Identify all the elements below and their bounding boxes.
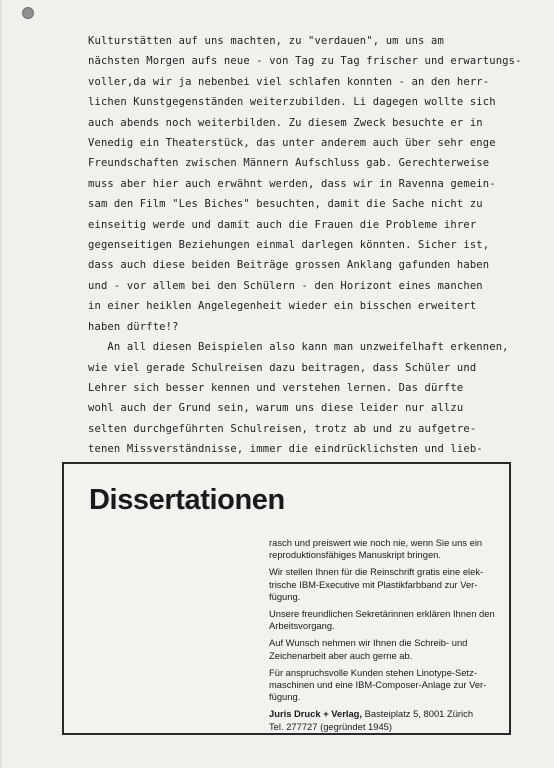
ad-line: Arbeitsvorgang. (269, 620, 335, 632)
text-line: Kulturstätten auf uns machten, zu "verdauen", um uns am (88, 35, 444, 47)
advertisement-box (62, 462, 511, 735)
text-line: voller,da wir ja nebenbei viel schlafen konnten - an den herr- (88, 75, 490, 88)
ad-line: Zeichenarbeit aber auch gerne ab. (269, 649, 413, 661)
ad-paragraph (269, 667, 509, 704)
text-line: gegenseitigen Beziehungen einmal darlegen könnten. Sicher ist, (88, 239, 490, 252)
ad-line: fügung. (269, 590, 301, 602)
text-line: Lehrer sich besser kennen und verstehen lernen. Das dürfte (88, 381, 464, 394)
text-line: selten durchgeführten Schulreisen, trotz ab und zu aufgetre- (88, 422, 477, 435)
ad-line: trische IBM-Executive mit Plastikfarbband zur Ver- (269, 578, 478, 590)
ad-line: fügung. (269, 691, 301, 703)
text-line: auch abends noch weiterbilden. Zu diesem Zweck besuchte er in (88, 116, 483, 129)
ad-line: maschinen und eine IBM-Composer-Anlage zur Ver- (269, 679, 487, 691)
ad-paragraph (269, 637, 509, 661)
text-line: wohl auch der Grund sein, warum uns diese leider nur allzu (88, 402, 464, 415)
ad-phone: Tel. 277727 (gegründet 1945) (269, 720, 393, 732)
ad-line: Unsere freundlichen Sekretärinnen erklären Ihnen den (269, 608, 495, 620)
text-line: einseitig werde und damit auch die Frauen die Probleme ihrer (88, 218, 477, 231)
text-line: sam den Film "Les Biches" besuchten, damit die Sache nicht zu (88, 198, 483, 211)
text-line: haben dürfte!? (88, 320, 179, 333)
text-line: und - vor allem bei den Schülern - den Horizont eines manchen (88, 279, 483, 292)
text-line: Venedig ein Theaterstück, das unter anderem auch über sehr enge (88, 137, 496, 150)
ad-company-name: Juris Druck + Verlag, (269, 708, 363, 720)
text-line: lichen Kunstgegenständen weiterzubilden. Li dagegen wollte sich (88, 96, 496, 109)
typewritten-text (88, 31, 528, 480)
ad-contact (269, 708, 509, 732)
ad-line: Auf Wunsch nehmen wir Ihnen die Schreib- und (269, 637, 468, 649)
text-line: in einer heiklen Angelegenheit wieder ein bisschen erweitert (88, 300, 477, 313)
text-line: wie viel gerade Schulreisen dazu beitragen, dass Schüler und (88, 361, 477, 374)
text-line: Freundschaften zwischen Männern Aufschluss gab. Gerechterweise (88, 157, 490, 170)
text-line: nächsten Morgen aufs neue - von Tag zu Tag frischer und erwartungs- (88, 55, 522, 68)
ad-line: reproduktionsfähiges Manuskript bringen. (269, 549, 441, 561)
ad-address: Basteiplatz 5, 8001 Zürich (362, 708, 474, 720)
ad-line: Für anspruchsvolle Kunden stehen Linotype-Setz- (269, 666, 477, 678)
advertisement-title: Dissertationen (89, 484, 285, 516)
text-line: muss aber hier auch erwähnt werden, dass wir in Ravenna gemein- (88, 177, 496, 190)
ad-paragraph (269, 537, 509, 561)
advertisement-body (269, 537, 509, 733)
text-line: An all diesen Beispielen also kann man unzweifelhaft erkennen, (88, 341, 509, 354)
text-line: dass auch diese beiden Beiträge grossen Anklang gafunden haben (88, 259, 490, 272)
text-line: tenen Missverständnisse, immer die eindrücklichsten und lieb- (88, 443, 483, 456)
ad-line: rasch und preiswert wie noch nie, wenn Sie uns ein (269, 537, 483, 548)
ad-line: Wir stellen Ihnen für die Reinschrift gratis eine elek- (269, 566, 484, 578)
ad-address-line (269, 708, 509, 720)
punch-hole (22, 7, 34, 19)
ad-paragraph (269, 566, 509, 603)
ad-paragraph (269, 608, 509, 632)
